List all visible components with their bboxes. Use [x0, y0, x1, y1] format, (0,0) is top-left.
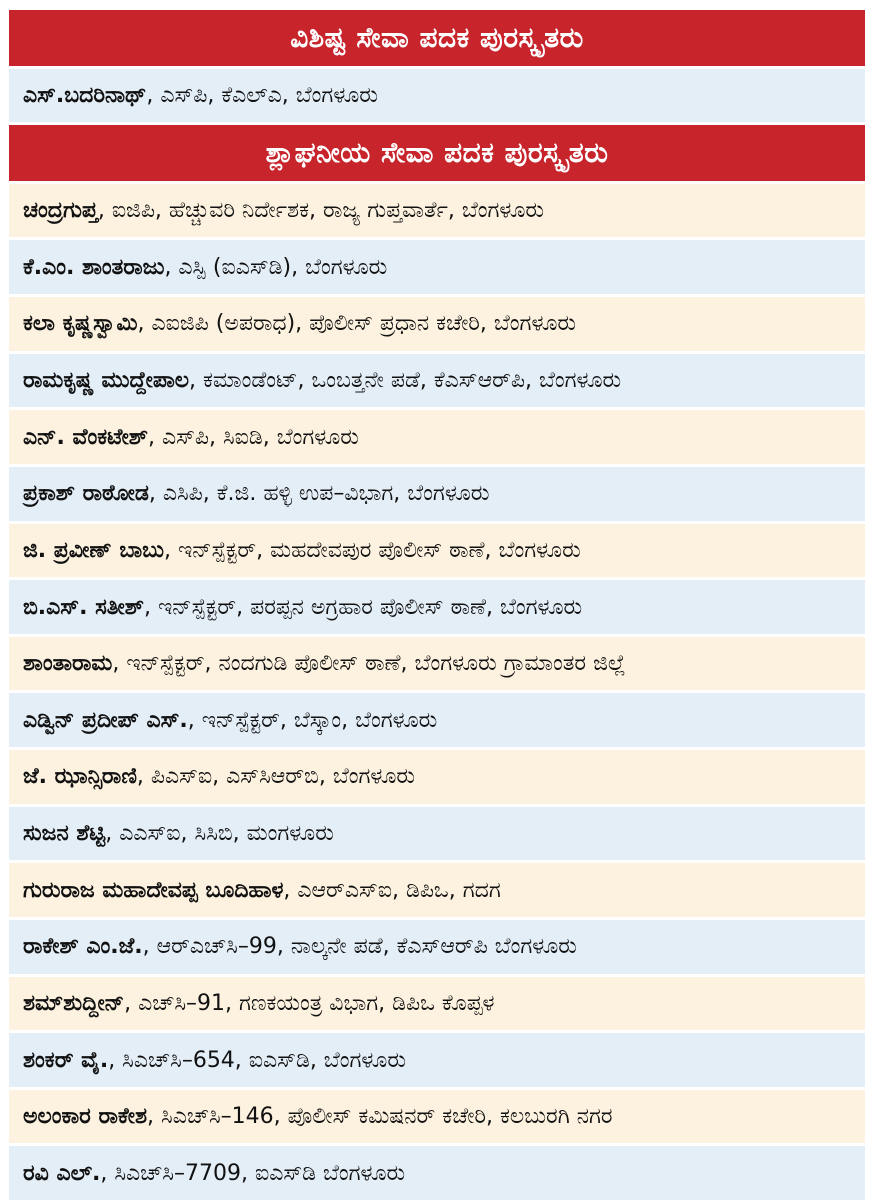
list-item — [9, 977, 865, 1031]
list-item — [9, 410, 865, 464]
awardee-name: ಪ್ರಕಾಶ್ ರಾಠೋಡ — [23, 481, 149, 507]
awardee-detail: , ಇನ್‌ಸ್ಪೆಕ್ಟರ್, ನಂದಗುಡಿ ಪೊಲೀಸ್ ಠಾಣೆ, ಬೆಂಗಳೂರು ಗ್ರಾಮಾಂತರ ಜಿಲ್ಲೆ — [112, 651, 626, 677]
section-banner-distinguished: ವಿಶಿಷ್ಟ ಸೇವಾ ಪದಕ ಪುರಸ್ಕೃತರು — [9, 10, 865, 66]
awardee-detail: , ಸಿಎಚ್‌ಸಿ–146, ಪೊಲೀಸ್ ಕಮಿಷನರ್ ಕಚೇರಿ, ಕಲಬುರಗಿ ನಗರ — [147, 1104, 613, 1130]
list-item — [9, 184, 865, 238]
awardee-name: ಶಮ್‌ಶುದ್ದೀನ್ — [23, 990, 125, 1016]
awardee-detail: , ಸಿಎಚ್‌ಸಿ–7709, ಐಎಸ್‌ಡಿ ಬೆಂಗಳೂರು — [100, 1160, 406, 1186]
section-banner-meritorious: ಶ್ಲಾಘನೀಯ ಸೇವಾ ಪದಕ ಪುರಸ್ಕೃತರು — [9, 125, 865, 181]
awardee-detail: , ಇನ್‌ಸ್ಪೆಕ್ಟರ್, ಮಹದೇವಪುರ ಪೊಲೀಸ್ ಠಾಣೆ, ಬೆಂಗಳೂರು — [164, 537, 581, 563]
list-item — [9, 637, 865, 691]
awardee-name: ಜಿ. ಪ್ರವೀಣ್ ಬಾಬು — [23, 537, 165, 563]
awardee-name: ಎಡ್ವಿನ್ ಪ್ರದೀಪ್ ಎಸ್. — [23, 707, 188, 733]
list-item — [9, 750, 865, 804]
awardee-detail: , ಇನ್‌ಸ್ಪೆಕ್ಟರ್, ಪರಪ್ಪನ ಅಗ್ರಹಾರ ಪೊಲೀಸ್ ಠಾಣೆ, ಬೆಂಗಳೂರು — [143, 594, 583, 620]
list-item — [9, 693, 865, 747]
awardee-detail: , ಎಸ್ಪಿ (ಐಎಸ್‌ಡಿ), ಬೆಂಗಳೂರು — [164, 254, 388, 280]
awardee-name: ಕೆ.ಎಂ. ಶಾಂತರಾಜು — [23, 254, 165, 280]
awardee-name: ಜೆ. ಝಾನ್ಸಿರಾಣಿ — [23, 764, 137, 790]
awardee-detail: , ಪಿಎಸ್‌ಐ, ಎಸ್‌ಸಿಆರ್‌ಬಿ, ಬೆಂಗಳೂರು — [136, 764, 415, 790]
awardee-detail: , ಎಎಸ್‌ಐ, ಸಿಸಿಬಿ, ಮಂಗಳೂರು — [105, 821, 334, 847]
awardee-detail: , ಐಜಿಪಿ, ಹೆಚ್ಚುವರಿ ನಿರ್ದೇಶಕ, ರಾಜ್ಯ ಗುಪ್ತವಾರ್ತೆ, ಬೆಂಗಳೂರು — [97, 198, 545, 224]
awardee-name: ಕಲಾ ಕೃಷ್ಣಸ್ವಾಮಿ — [23, 311, 138, 337]
awardee-detail: , ಸಿಎಚ್‌ಸಿ–654, ಐಎಸ್‌ಡಿ, ಬೆಂಗಳೂರು — [108, 1047, 406, 1073]
awardee-detail: , ಎಸಿಪಿ, ಕೆ.ಜಿ. ಹಳ್ಳಿ ಉಪ–ವಿಭಾಗ, ಬೆಂಗಳೂರು — [148, 481, 490, 507]
awardee-detail: , ಎಸ್‌ಪಿ, ಸಿಐಡಿ, ಬೆಂಗಳೂರು — [147, 424, 359, 450]
awardee-name: ರಾಮಕೃಷ್ಣ ಮುದ್ದೇಪಾಲ — [23, 368, 189, 394]
awardee-name: ಬಿ.ಎಸ್. ಸತೀಶ್ — [23, 594, 144, 620]
awardee-detail: , ಕಮಾಂಡೆಂಟ್, ಒಂಬತ್ತನೇ ಪಡೆ, ಕೆಎಸ್‌ಆರ್‌ಪಿ, ಬೆಂಗಳೂರು — [189, 368, 622, 394]
list-item — [9, 807, 865, 861]
awardee-name: ಗುರುರಾಜ ಮಹಾದೇವಪ್ಪ ಬೂದಿಹಾಳ — [23, 877, 284, 903]
awardee-name: ಅಲಂಕಾರ ರಾಕೇಶ — [23, 1104, 148, 1130]
list-item — [9, 863, 865, 917]
awardee-name: ರವಿ ಎಲ್. — [23, 1160, 101, 1186]
list-item — [9, 1090, 865, 1144]
awardee-detail: , ಆರ್‌ಎಚ್‌ಸಿ–99, ನಾಲ್ಕನೇ ಪಡೆ, ಕೆಎಸ್‌ಆರ್‌ಪಿ ಬೆಂಗಳೂರು — [142, 934, 577, 960]
awardee-name: ಚಂದ್ರಗುಪ್ತ — [23, 198, 98, 224]
awardee-name: ರಾಕೇಶ್ ಎಂ.ಜೆ. — [23, 934, 143, 960]
list-item — [9, 920, 865, 974]
list-item — [9, 467, 865, 521]
awardee-name: ಎಸ್.ಬದರಿನಾಥ್ — [23, 82, 147, 108]
awardee-detail: , ಎಆರ್‌ಎಸ್‌ಐ, ಡಿಪಿಒ, ಗದಗ — [283, 877, 501, 903]
list-item — [9, 297, 865, 351]
awardee-name: ಎನ್. ವೆಂಕಟೇಶ್ — [23, 424, 148, 450]
awardee-name: ಶಾಂತಾರಾಮ — [23, 651, 113, 677]
awardee-detail: , ಇನ್‌ಸ್ಪೆಕ್ಟರ್, ಬೆಸ್ಕಾಂ, ಬೆಂಗಳೂರು — [187, 707, 438, 733]
awardee-detail: , ಎಐಜಿಪಿ (ಅಪರಾಧ), ಪೊಲೀಸ್ ಪ್ರಧಾನ ಕಚೇರಿ, ಬೆಂಗಳೂರು — [137, 311, 577, 337]
awardee-name: ಸುಜನ ಶೆಟ್ಟಿ — [23, 821, 106, 847]
list-item — [9, 240, 865, 294]
list-item — [9, 1146, 865, 1200]
list-item — [9, 354, 865, 408]
awardee-detail: , ಎಚ್‌ಸಿ–91, ಗಣಕಯಂತ್ರ ವಿಭಾಗ, ಡಿಪಿಒ ಕೊಪ್ಪಳ — [124, 990, 495, 1016]
list-item — [9, 69, 865, 123]
list-item — [9, 580, 865, 634]
awardee-name: ಶಂಕರ್ ವೈ. — [23, 1047, 109, 1073]
list-item — [9, 1033, 865, 1087]
list-item — [9, 524, 865, 578]
awardee-detail: , ಎಸ್‌ಪಿ, ಕೆಎಲ್‌ಎ, ಬೆಂಗಳೂರು — [146, 82, 378, 108]
